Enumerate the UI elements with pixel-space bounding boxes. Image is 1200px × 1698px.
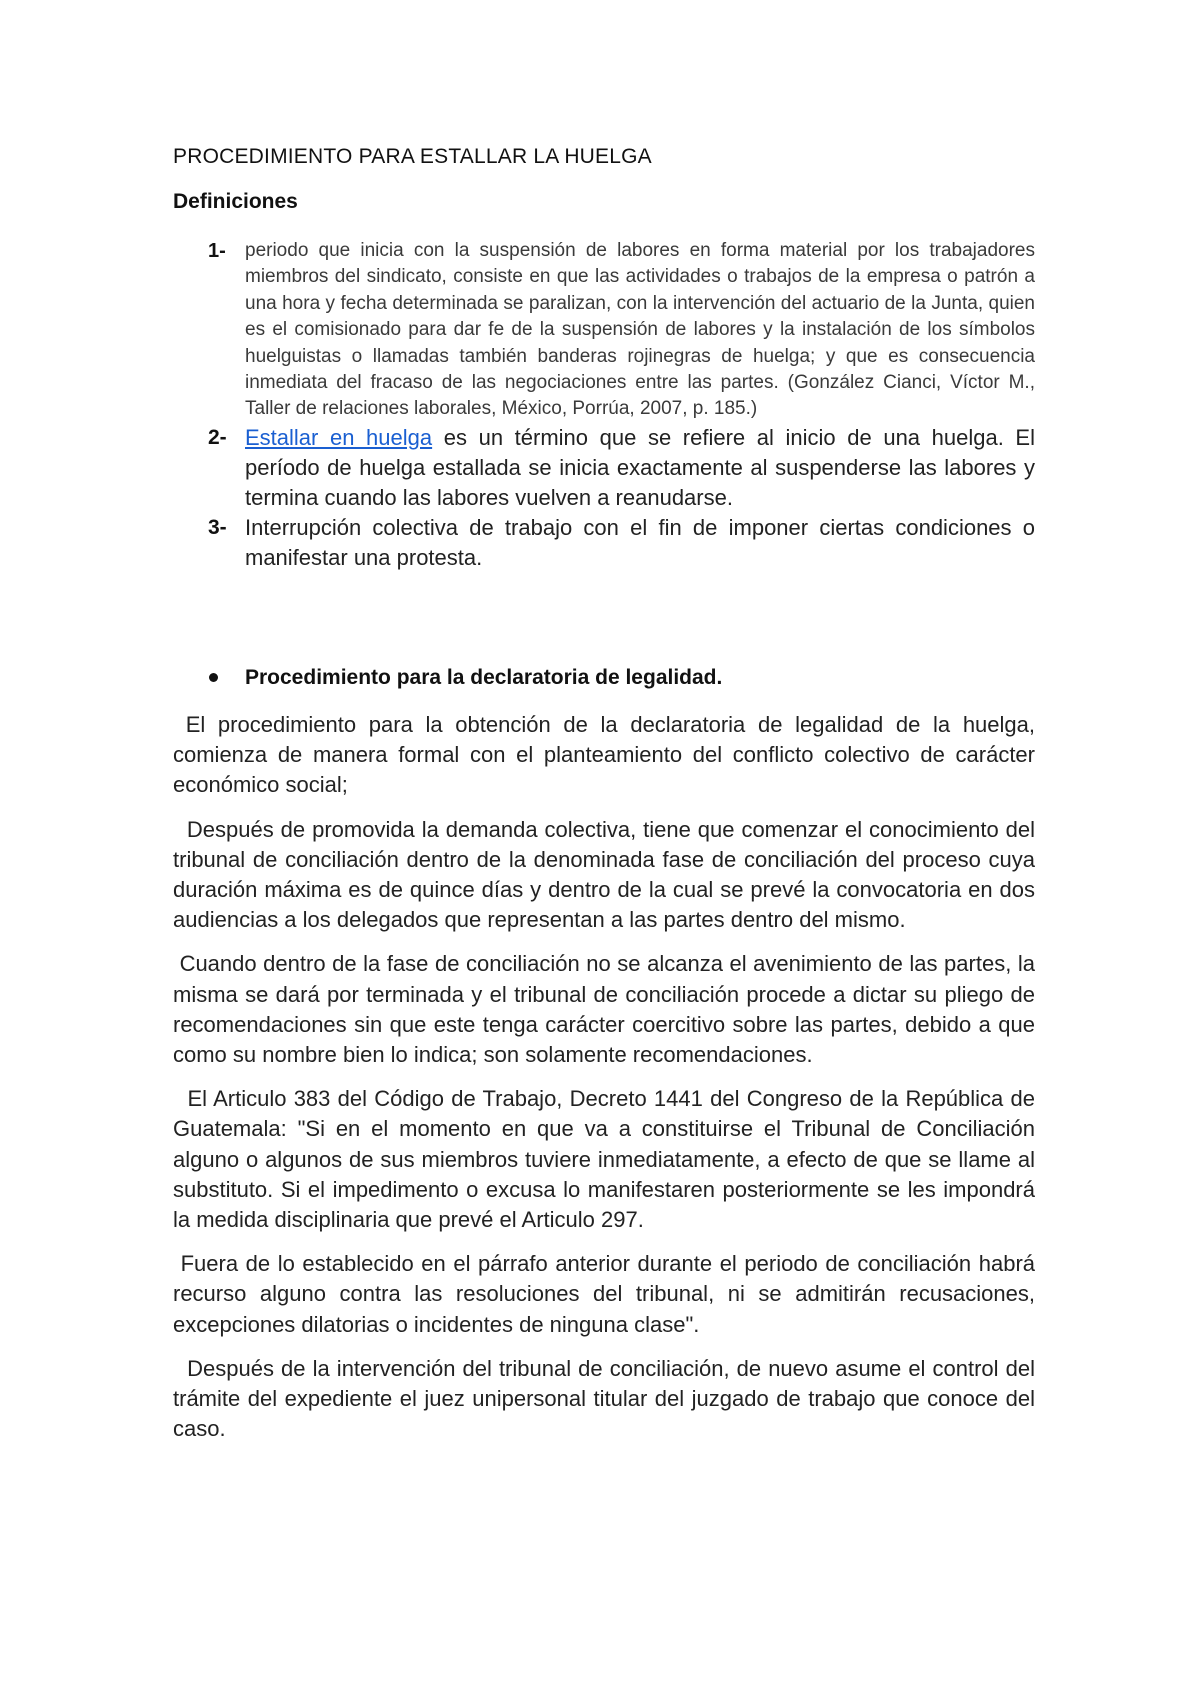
definitions-heading: Definiciones <box>173 190 298 213</box>
declaratoria-heading <box>173 666 1035 690</box>
definition-text: Interrupción colectiva de trabajo con el fin de imponer ciertas condiciones o manifestar una protesta. <box>245 514 1035 570</box>
paragraph: Después de la intervención del tribunal de conciliación, de nuevo asume el control del trámite del expediente el juez unipersonal titular del juzgado de trabajo que conoce del caso. <box>173 1355 1042 1442</box>
definition-number: 2- <box>208 425 227 449</box>
paragraph: El Articulo 383 del Código de Trabajo, Decreto 1441 del Congreso de la República de Guatemala: "Si en el momento en que va a constituirse el Tribunal de Conciliación alguno o algunos de sus miembros tuviere inmediatamente, a efecto de que se llame al substituto. Si el impedimento o excusa lo manifestaren posteriormente se les impondrá la medida disciplinaria que prevé el Articulo 297. <box>173 1086 1042 1233</box>
paragraph: Cuando dentro de la fase de conciliación no se alcanza el avenimiento de las partes, la misma se dará por terminada y el tribunal de conciliación procede a dictar su pliego de recomendaciones sin que este tenga carácter coercitivo sobre las partes, debido a que como su nombre bien lo indica; son solamente recomendaciones. <box>173 951 1042 1068</box>
definition-text: periodo que inicia con la suspensión de labores en forma material por los trabajadores miembros del sindicato, consiste en que las actividades o trabajos de la empresa o patrón a una hora y fecha determinada se paralizan, con la intervención del actuario de la Junta, quien es el comisionado para dar fe de la suspensión de labores y la instalación de los símbolos huelguistas o llamadas también banderas rojinegras de huelga; y que es consecuencia inmediata del fracaso de las negociaciones entre las partes. (González Cianci, Víctor M., Taller de relaciones laborales, México, Porrúa, 2007, p. 185.) <box>245 240 1035 420</box>
estallar-en-huelga-link[interactable]: Estallar en huelga <box>245 424 433 450</box>
definition-text: es un término que se refiere al inicio de una huelga. El período de huelga estallada se inicia exactamente al suspenderse las labores y termina cuando las labores vuelven a reanudarse. <box>245 424 1035 510</box>
definition-item <box>173 513 1035 573</box>
document-title: PROCEDIMIENTO PARA ESTALLAR LA HUELGA <box>173 145 652 168</box>
bullet-icon <box>209 673 218 682</box>
paragraph: El procedimiento para la obtención de la declaratoria de legalidad de la huelga, comienza de manera formal con el planteamiento del conflicto colectivo de carácter económico social; <box>173 712 1042 798</box>
declaratoria-heading-text: Procedimiento para la declaratoria de legalidad. <box>245 666 723 689</box>
definition-item <box>173 238 1035 423</box>
definitions-list <box>173 238 1035 573</box>
definition-number: 1- <box>208 240 226 262</box>
body-text <box>173 710 1042 1458</box>
definition-number: 3- <box>208 515 227 539</box>
definition-item <box>173 423 1035 513</box>
paragraph: Fuera de lo establecido en el párrafo anterior durante el periodo de conciliación habrá recurso alguno contra las resoluciones del tribunal, ni se admitirán recusaciones, excepciones dilatorias o incidentes de ninguna clase". <box>173 1251 1042 1337</box>
paragraph: Después de promovida la demanda colectiva, tiene que comenzar el conocimiento del tribunal de conciliación dentro de la denominada fase de conciliación del proceso cuya duración máxima es de quince días y dentro de la cual se prevé la convocatoria en dos audiencias a los delegados que representan a las partes dentro del mismo. <box>173 816 1042 933</box>
